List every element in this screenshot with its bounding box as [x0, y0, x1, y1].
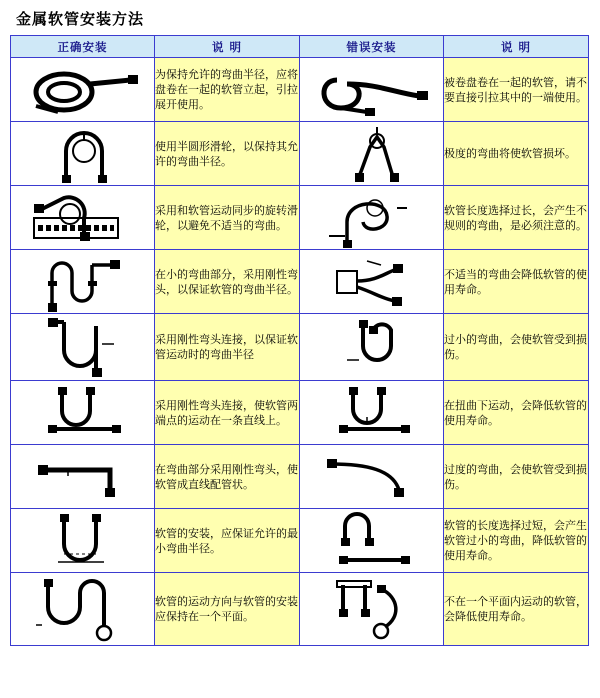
table-row — [11, 58, 589, 122]
overlong-hose-loop-figure — [300, 188, 443, 248]
correct-note-cell: 采用刚性弯头连接，使软管两端点的运动在一条直线上。 — [155, 381, 300, 445]
table-row — [11, 186, 589, 250]
rigid-bend-small-radius-figure — [11, 251, 154, 313]
wrong-figure-cell — [300, 186, 444, 250]
correct-figure-cell — [11, 122, 155, 186]
twisting-motion-figure — [300, 383, 443, 443]
correct-note-cell: 采用和软管运动同步的旋转滑轮，以避免不适当的弯曲。 — [155, 186, 300, 250]
rigid-elbow-straight-line-figure — [11, 383, 154, 443]
correct-note-cell: 软管的运动方向与软管的安装应保持在一个平面。 — [155, 573, 300, 646]
semicircular-sheave-figure — [11, 125, 154, 183]
correct-figure-cell — [11, 381, 155, 445]
header-wrong-note: 说 明 — [444, 36, 589, 58]
too-small-bend-figure — [300, 314, 443, 380]
header-correct-install: 正确安装 — [11, 36, 155, 58]
hose-installation-table — [10, 35, 589, 646]
straight-pipe-rigid-elbow-figure — [11, 450, 154, 504]
correct-note-cell: 在小的弯曲部分，采用刚性弯头，以保证软管的弯曲半径。 — [155, 250, 300, 314]
table-row — [11, 314, 589, 381]
table-row — [11, 122, 589, 186]
wrong-figure-cell — [300, 573, 444, 646]
correct-figure-cell — [11, 445, 155, 509]
correct-note-cell: 使用半圆形滑轮，以保持其允许的弯曲半径。 — [155, 122, 300, 186]
same-plane-motion-figure — [11, 573, 154, 645]
table-row — [11, 445, 589, 509]
correct-figure-cell — [11, 314, 155, 381]
wrong-figure-cell — [300, 122, 444, 186]
correct-figure-cell — [11, 186, 155, 250]
table-row — [11, 250, 589, 314]
table-row — [11, 509, 589, 573]
wrong-note-cell: 过小的弯曲，会使软管受到损伤。 — [444, 314, 589, 381]
page-title: 金属软管安装方法 — [16, 10, 145, 28]
wrong-figure-cell — [300, 314, 444, 381]
minimum-bend-radius-figure — [11, 510, 154, 572]
table-header-row — [11, 36, 589, 58]
wrong-note-cell: 软管的长度选择过短，会产生软管过小的弯曲，降低软管的使用寿命。 — [444, 509, 589, 573]
wrong-note-cell: 在扭曲下运动，会降低软管的使用寿命。 — [444, 381, 589, 445]
out-of-plane-motion-figure — [300, 573, 443, 645]
table-row — [11, 381, 589, 445]
coiled-hose-pulled-figure — [300, 62, 443, 118]
correct-figure-cell — [11, 573, 155, 646]
wrong-note-cell: 不在一个平面内运动的软管，会降低使用寿命。 — [444, 573, 589, 646]
coiled-hose-standing-figure — [11, 62, 154, 118]
correct-note-cell: 在弯曲部分采用刚性弯头，使软管成直线配管状。 — [155, 445, 300, 509]
wrong-figure-cell — [300, 445, 444, 509]
wrong-note-cell: 软管长度选择过长，会产生不规则的弯曲，是必须注意的。 — [444, 186, 589, 250]
correct-note-cell: 为保持允许的弯曲半径，应将盘卷在一起的软管立起，引拉展开使用。 — [155, 58, 300, 122]
correct-figure-cell — [11, 58, 155, 122]
correct-figure-cell — [11, 250, 155, 314]
overlong-hose-small-bend-figure — [300, 510, 443, 572]
sharp-bend-sheave-figure — [300, 125, 443, 183]
wrong-figure-cell — [300, 381, 444, 445]
wrong-note-cell: 过度的弯曲，会使软管受到损伤。 — [444, 445, 589, 509]
header-wrong-install: 错误安装 — [300, 36, 444, 58]
wrong-note-cell: 被卷盘卷在一起的软管，请不要直接引拉其中的一端使用。 — [444, 58, 589, 122]
wrong-note-cell: 不适当的弯曲会降低软管的使用寿命。 — [444, 250, 589, 314]
correct-figure-cell — [11, 509, 155, 573]
wrong-figure-cell — [300, 250, 444, 314]
correct-note-cell: 软管的安装，应保证允许的最小弯曲半径。 — [155, 509, 300, 573]
header-correct-note: 说 明 — [155, 36, 300, 58]
improper-bend-figure — [300, 251, 443, 313]
wrong-figure-cell — [300, 58, 444, 122]
synchronized-rotating-pulley-figure — [11, 188, 154, 248]
table-row — [11, 573, 589, 646]
rigid-elbow-connection-figure — [11, 314, 154, 380]
wrong-note-cell: 极度的弯曲将使软管损坏。 — [444, 122, 589, 186]
correct-note-cell: 采用刚性弯头连接，以保证软管运动时的弯曲半径 — [155, 314, 300, 381]
excessive-bend-figure — [300, 450, 443, 504]
wrong-figure-cell — [300, 509, 444, 573]
